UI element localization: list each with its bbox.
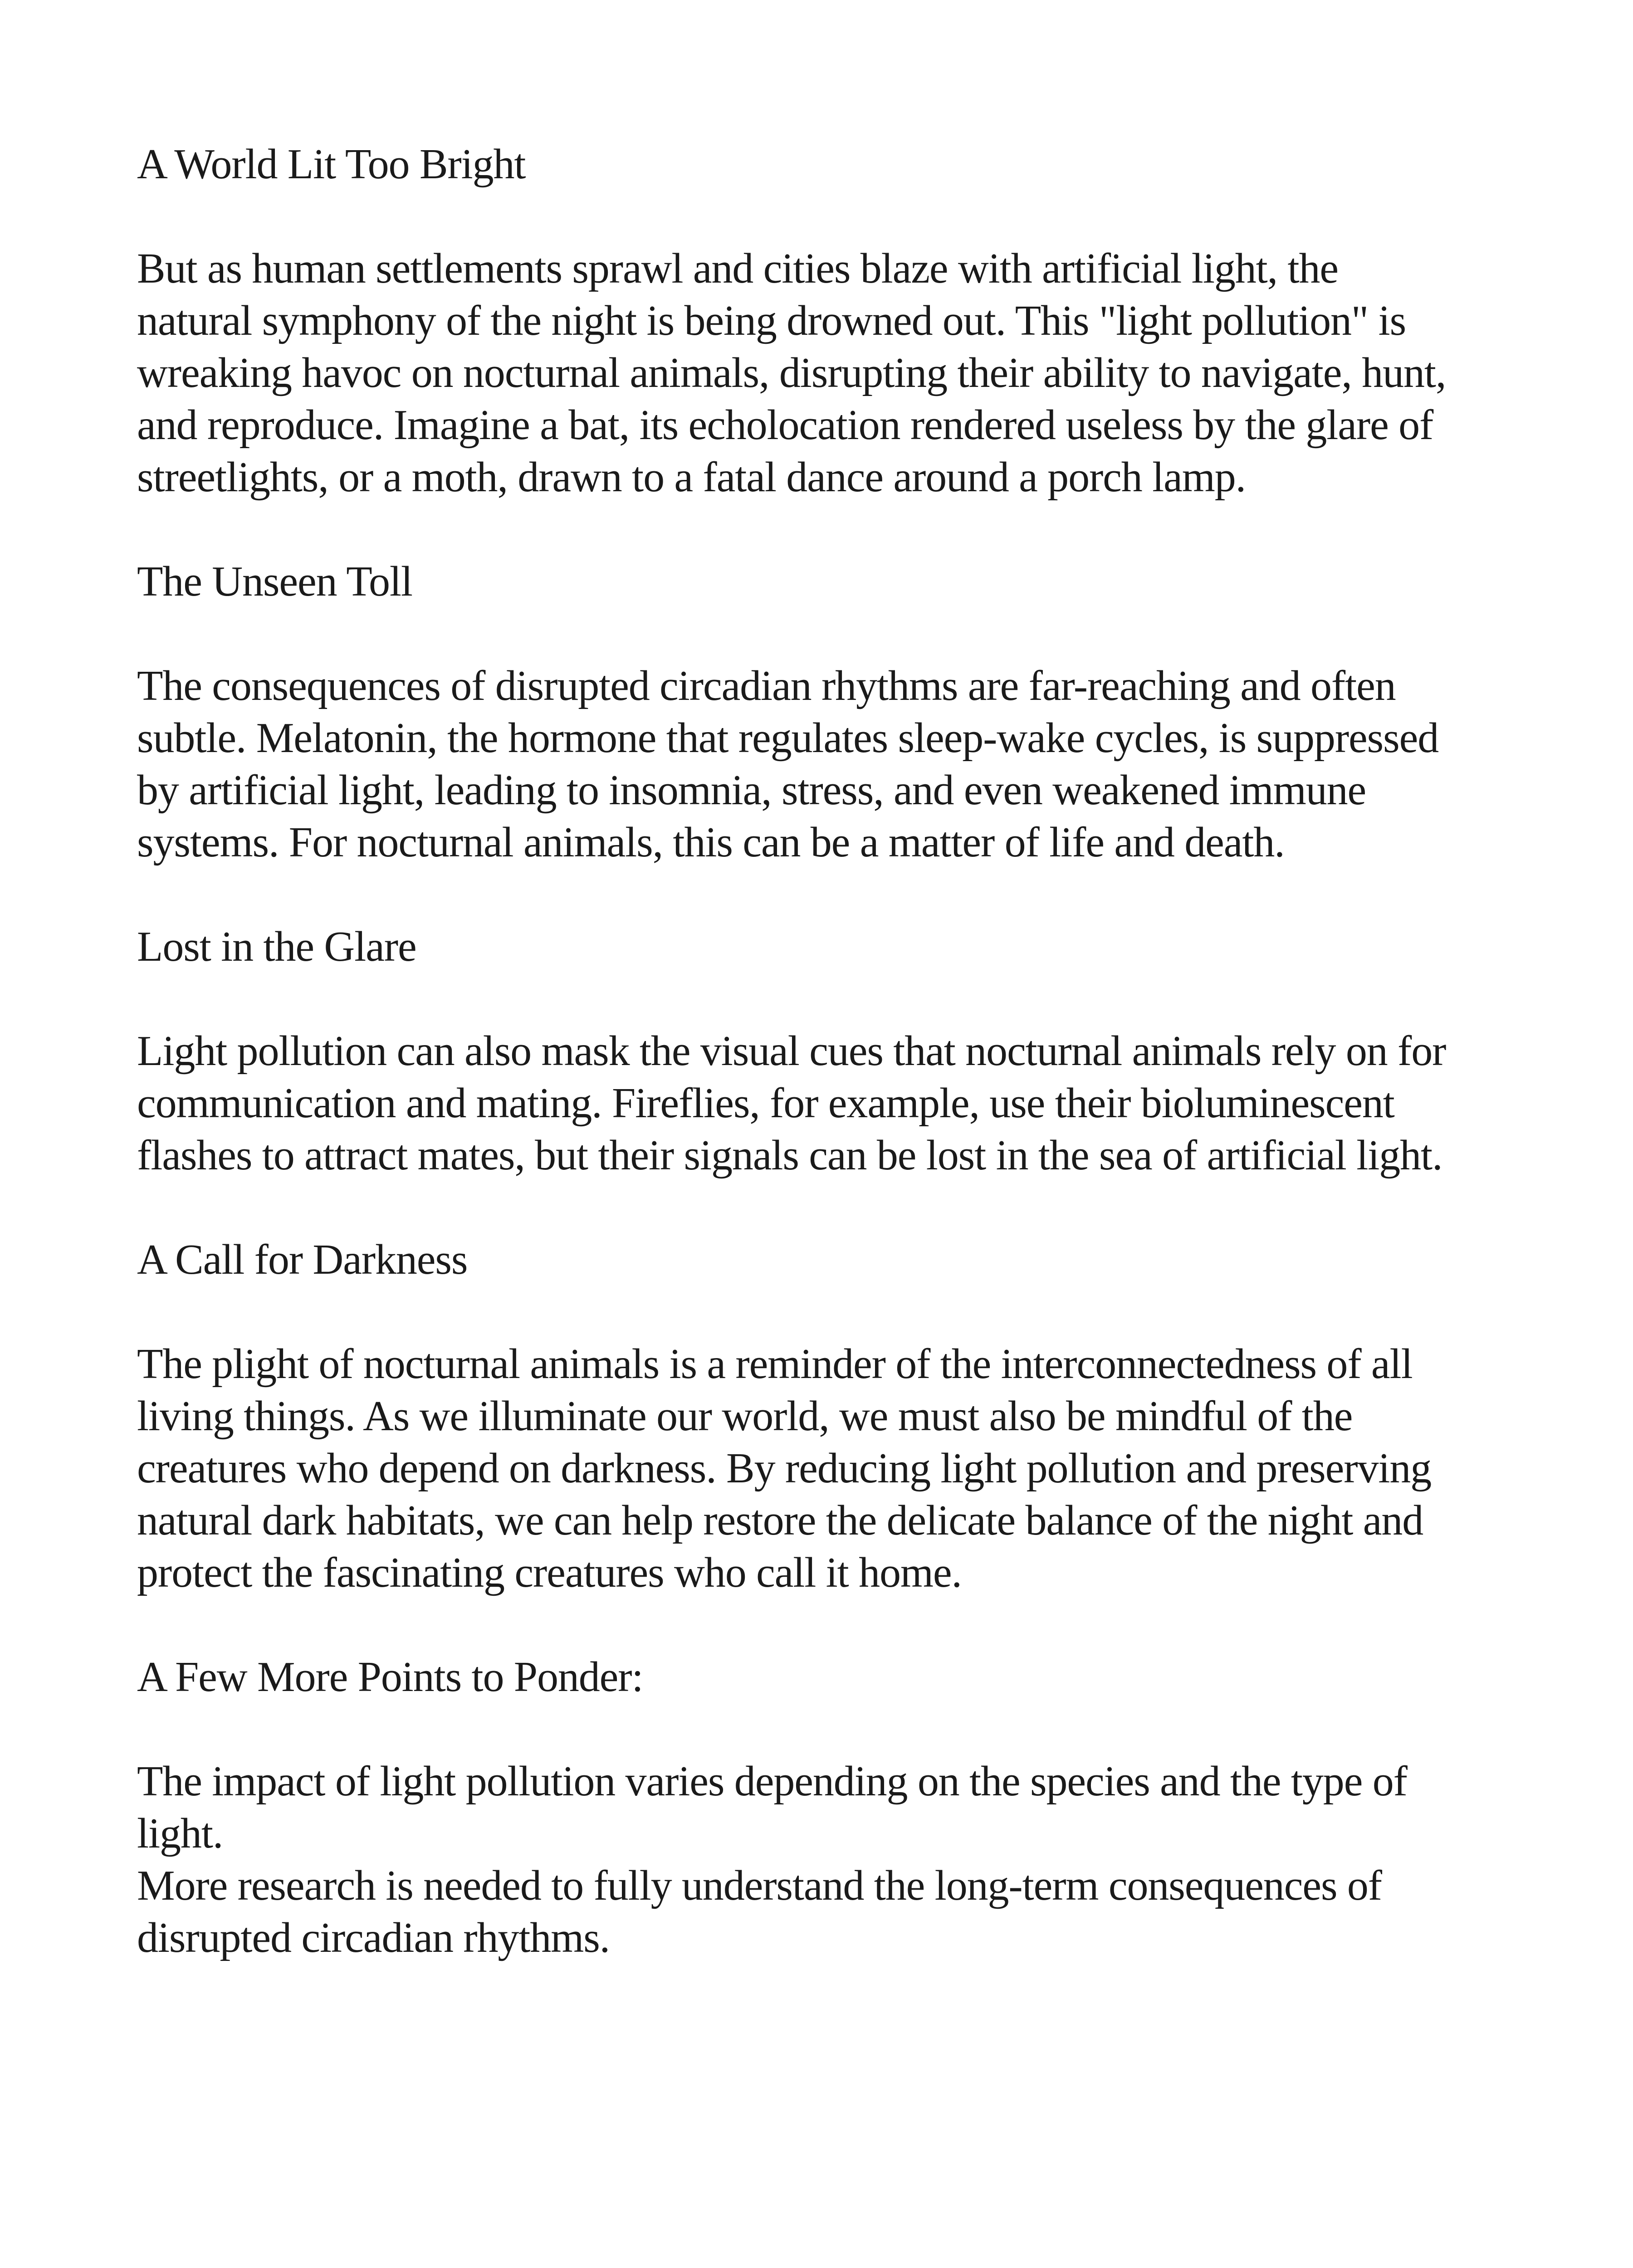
section-heading: Lost in the Glare xyxy=(137,923,416,970)
section-paragraph: The plight of nocturnal animals is a reminder of the interconnectedness of all living things. As we illuminate our world, we must also be mindful of the creatures who depend on darkness. By reducing light pollution and preserving natural dark habitats, we can help restore the delicate balance of the night and protect the fascinating creatures who call it home. xyxy=(137,1340,1432,1596)
section-heading: The Unseen Toll xyxy=(137,558,412,605)
section-paragraph: The consequences of disrupted circadian rhythms are far-reaching and often subtle. Melatonin, the hormone that regulates sleep-wake cycles, is suppressed by artificial light, leading to insomnia, stress, and even weakened immune systems. For nocturnal animals, this can be a matter of life and death. xyxy=(137,662,1439,866)
section-heading: A Few More Points to Ponder: xyxy=(137,1653,643,1701)
section-paragraph: Light pollution can also mask the visual cues that nocturnal animals rely on for communication and mating. Fireflies, for example, use their bioluminescent flashes to attract mates, but their signals can be lost in the sea of artificial light. xyxy=(137,1027,1446,1179)
section-paragraph: But as human settlements sprawl and cities blaze with artificial light, the natural symphony of the night is being drowned out. This "light pollution" is wreaking havoc on nocturnal animals, disrupting their ability to navigate, hunt, and reproduce. Imagine a bat, its echolocation rendered useless by the glare of streetlights, or a moth, drawn to a fatal dance around a porch lamp. xyxy=(137,245,1446,501)
section-heading: A Call for Darkness xyxy=(137,1236,468,1283)
point-item: More research is needed to fully understand the long-term consequences of disrupted circadian rhythms. xyxy=(137,1862,1382,1961)
section-heading: A World Lit Too Bright xyxy=(137,141,526,188)
point-item: The impact of light pollution varies depending on the species and the type of light. xyxy=(137,1758,1407,1857)
page-body xyxy=(137,138,1452,1964)
